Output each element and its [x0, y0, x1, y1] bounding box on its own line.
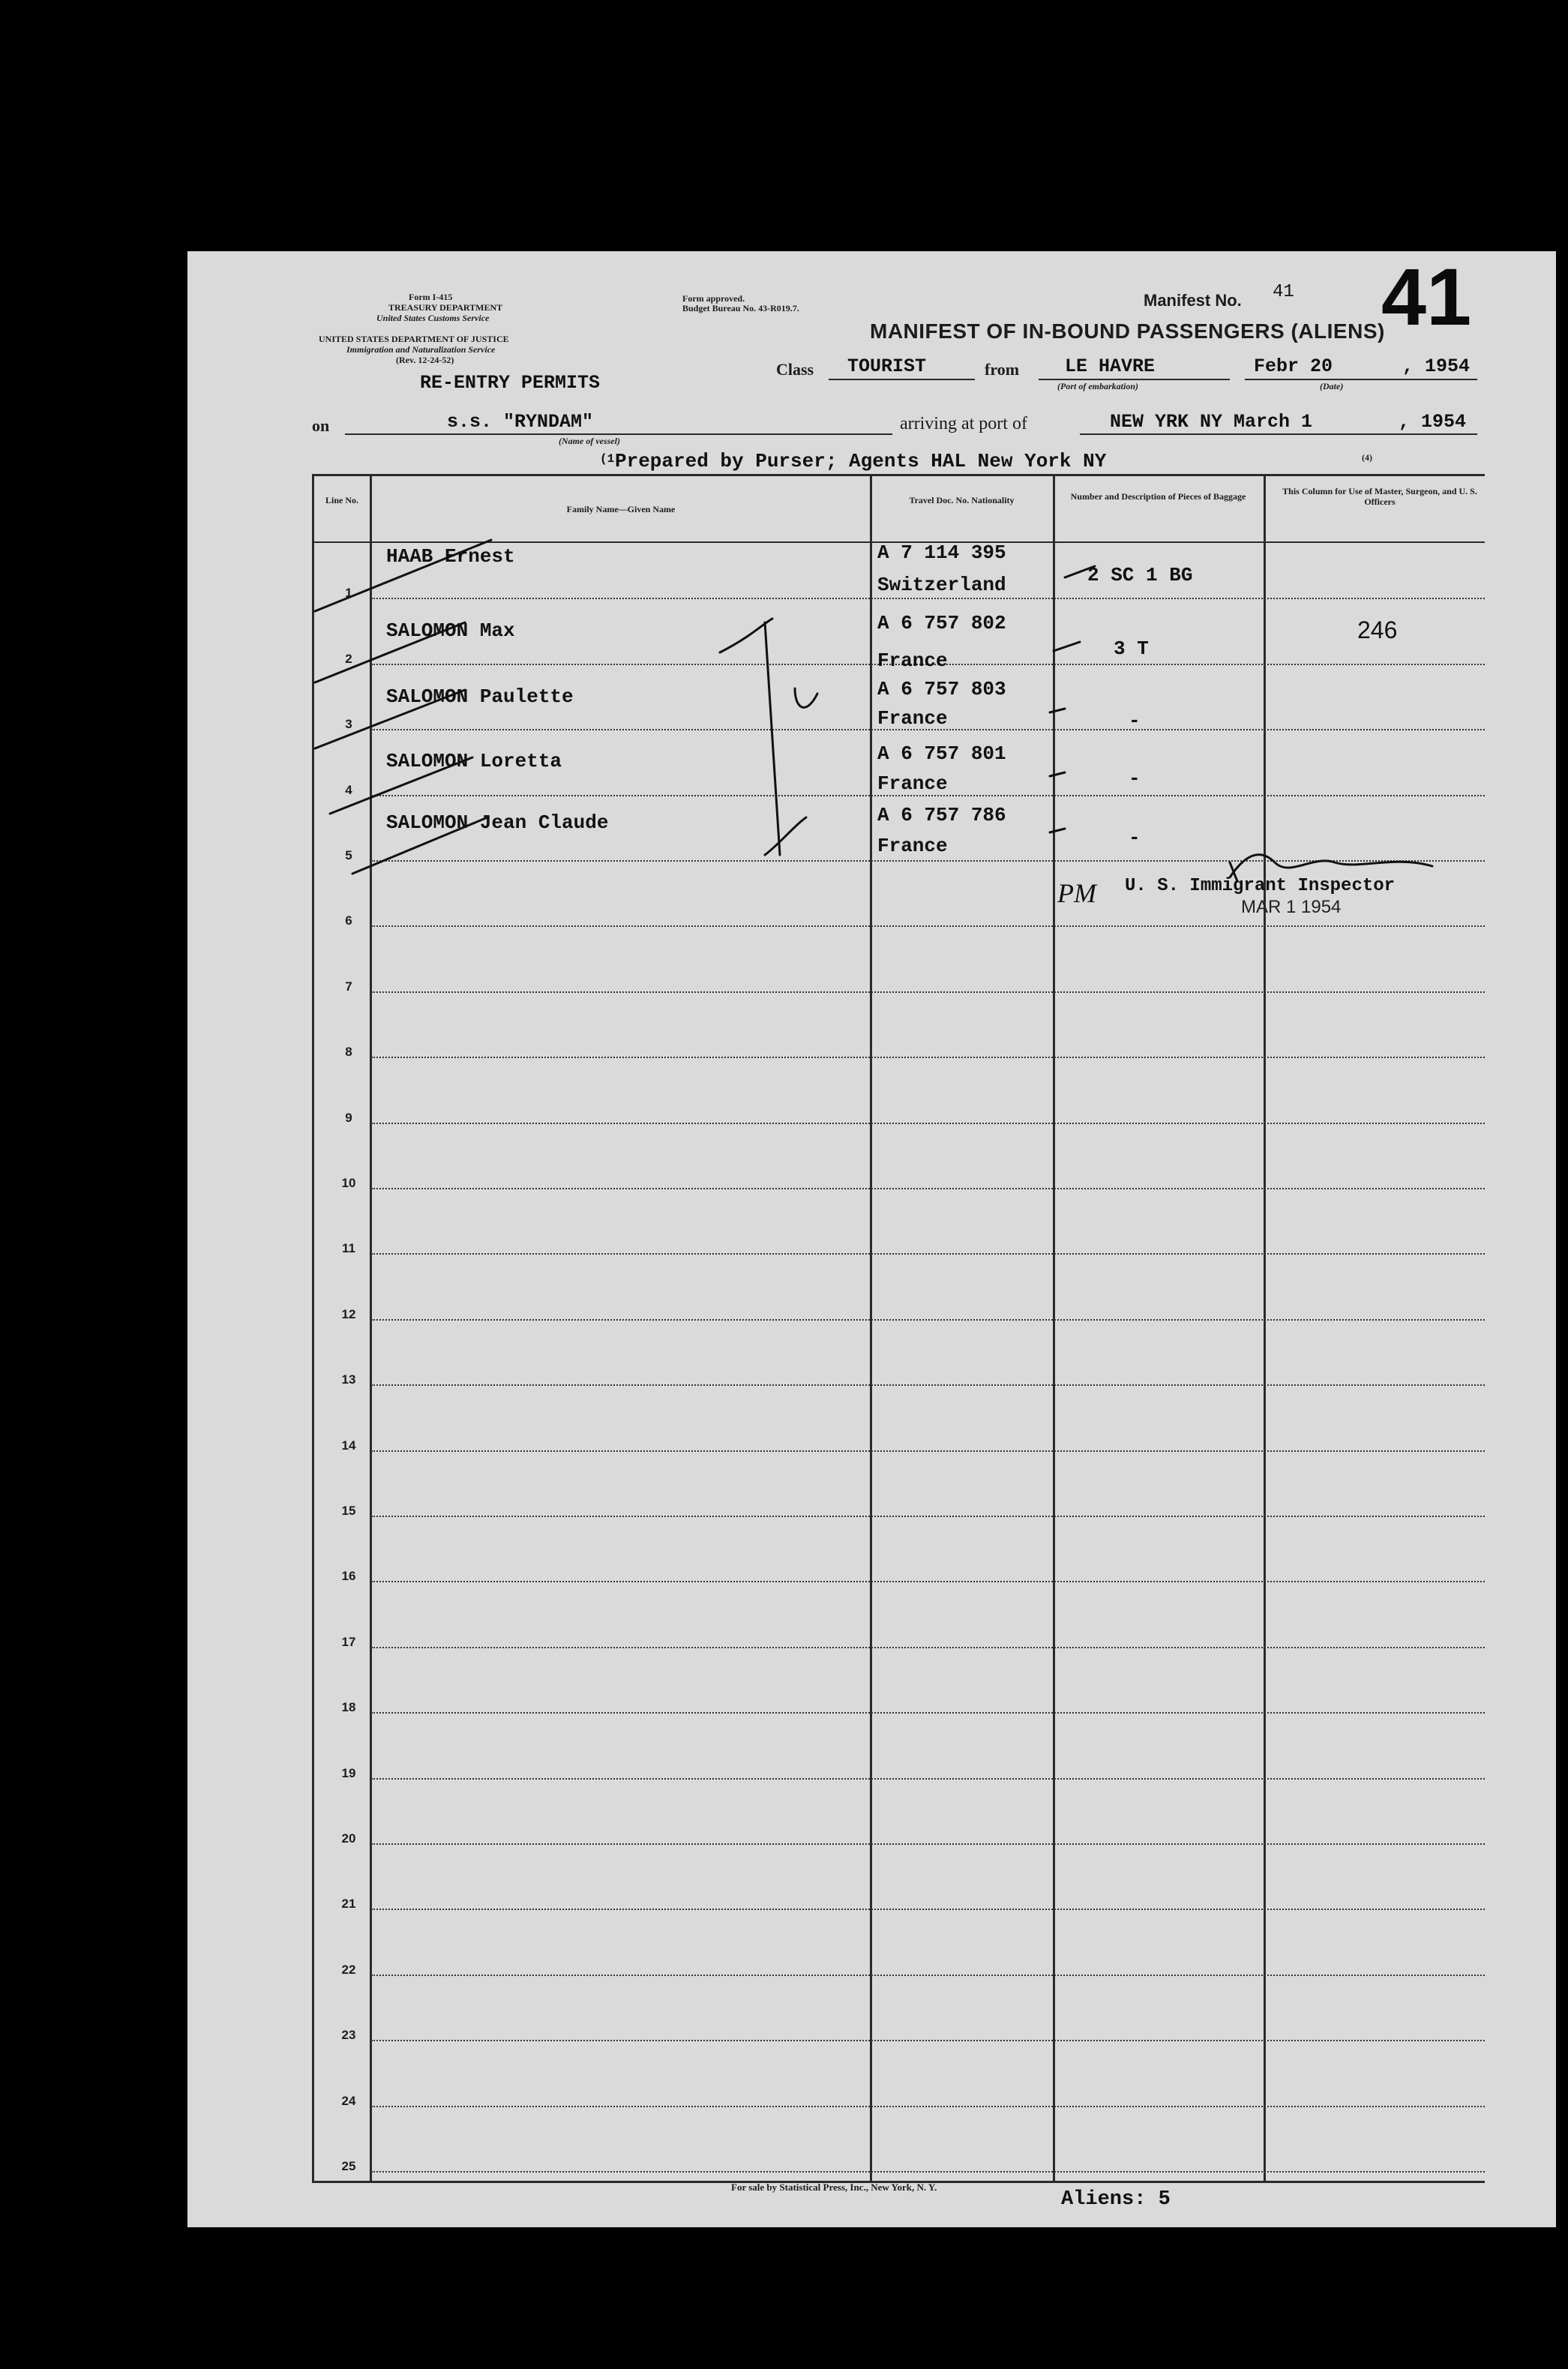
- inspection-date-stamp: MAR 1 1954: [1241, 897, 1342, 917]
- row1-nationality: Switzerland: [877, 574, 1006, 596]
- line-number: 22: [341, 1963, 356, 1977]
- prepared-by: Prepared by Purser; Agents HAL New York NY: [615, 450, 1107, 472]
- bracket-mark: [765, 622, 780, 855]
- line-number: 24: [341, 2094, 356, 2108]
- row1-name: HAAB Ernest: [386, 545, 515, 568]
- line-number: 13: [341, 1372, 356, 1387]
- date-caption: (Date): [1320, 381, 1344, 391]
- row2-name: SALOMON Max: [386, 619, 515, 642]
- row3-nationality: France: [877, 707, 948, 730]
- row4-nationality: France: [877, 772, 948, 795]
- form-approved: Form approved.: [682, 293, 745, 304]
- row4-name: SALOMON Loretta: [386, 750, 562, 772]
- row2-baggage: 3 T: [1114, 637, 1149, 660]
- on-label: on: [312, 416, 330, 435]
- col-header-name: Family Name—Given Name: [566, 504, 676, 514]
- line-number: 6: [345, 913, 352, 928]
- check-mark-row5: [352, 817, 487, 874]
- line-number: 23: [341, 2028, 356, 2042]
- manifest-label: Manifest No.: [1144, 291, 1242, 310]
- prepared-marker: (1: [600, 452, 615, 466]
- reentry-permits: RE-ENTRY PERMITS: [420, 372, 601, 394]
- line-number: 8: [345, 1045, 352, 1059]
- row5-doc: A 6 757 786: [877, 804, 1006, 826]
- line-number: 14: [341, 1438, 356, 1453]
- line-number: 16: [341, 1569, 356, 1583]
- line-number: 12: [341, 1307, 356, 1321]
- class-label: Class: [776, 360, 814, 379]
- check-mark-row4: [330, 757, 472, 814]
- customs-service: United States Customs Service: [376, 313, 490, 323]
- row2-nationality: France: [877, 649, 948, 672]
- line-number: 17: [341, 1635, 356, 1649]
- line-number: 4: [345, 783, 352, 797]
- department-treasury: TREASURY DEPARTMENT: [388, 302, 503, 313]
- line-number: 20: [341, 1831, 356, 1846]
- aliens-total: Aliens: 5: [1061, 2188, 1171, 2211]
- line-number: 18: [341, 1700, 356, 1714]
- form-number: Form I-415: [409, 292, 453, 302]
- line-number: 11: [342, 1241, 355, 1255]
- manifest-title: MANIFEST OF IN-BOUND PASSENGERS (ALIENS): [870, 319, 1385, 343]
- line-number: 25: [341, 2159, 356, 2173]
- printer-footer: For sale by Statistical Press, Inc., New York, N. Y.: [731, 2182, 937, 2193]
- departure-year: , 1954: [1402, 355, 1471, 377]
- port-embark-caption: (Port of embarkation): [1057, 381, 1138, 391]
- line-number: 9: [345, 1111, 352, 1125]
- line-number: 5: [345, 848, 352, 862]
- check-mark-row2: [315, 622, 465, 682]
- row2-doc: A 6 757 802: [877, 612, 1006, 634]
- vessel-name: s.s. "RYNDAM": [447, 411, 594, 433]
- row5-baggage: -: [1129, 826, 1141, 849]
- vessel-caption: (Name of vessel): [559, 436, 620, 446]
- row4-doc: A 6 757 801: [877, 742, 1006, 765]
- departure-date: Febr 20: [1254, 355, 1333, 377]
- inspector-signature: [1230, 855, 1432, 877]
- class-value: TOURIST: [847, 355, 927, 377]
- check-mark-row1: [315, 540, 491, 611]
- line-number: 7: [345, 979, 352, 994]
- from-label: from: [985, 360, 1020, 379]
- from-value: LE HAVRE: [1065, 355, 1156, 377]
- line-number: 15: [341, 1504, 356, 1518]
- arrival-port-date: NEW YRK NY March 1: [1110, 411, 1313, 433]
- row4-baggage: -: [1129, 767, 1141, 790]
- arrival-year: , 1954: [1399, 411, 1467, 433]
- line-number: 21: [341, 1897, 356, 1911]
- prepared-note: (4): [1362, 452, 1372, 463]
- ins-service: Immigration and Naturalization Service: [346, 344, 496, 355]
- line-number: 19: [341, 1766, 356, 1780]
- row5-name: SALOMON Jean Claude: [386, 811, 609, 834]
- revision: (Rev. 12-24-52): [396, 355, 454, 365]
- manifest-number-stamp: 41: [1381, 251, 1472, 342]
- line-number: 1: [345, 586, 352, 600]
- budget-bureau: Budget Bureau No. 43-R019.7.: [682, 303, 799, 313]
- col-header-officers: This Column for Use of Master, Surgeon, and U. S. Officers: [1282, 486, 1477, 507]
- row3-baggage: -: [1129, 709, 1141, 732]
- arriving-label: arriving at port of: [900, 414, 1027, 433]
- check-mark-row3: [315, 690, 465, 748]
- department-justice: UNITED STATES DEPARTMENT OF JUSTICE: [319, 334, 509, 344]
- row2-officer: 246: [1357, 616, 1398, 643]
- inspector-stamp: U. S. Immigrant Inspector: [1125, 876, 1396, 896]
- row3-name: SALOMON Paulette: [386, 685, 574, 708]
- handwritten-initials: PM: [1057, 878, 1096, 908]
- line-number: 2: [345, 652, 352, 666]
- row1-baggage: 2 SC 1 BG: [1087, 564, 1193, 586]
- line-number: 10: [341, 1176, 356, 1190]
- line-number: 3: [345, 717, 352, 731]
- manifest-number-typed: 41: [1273, 282, 1294, 302]
- col-header-baggage: Number and Description of Pieces of Baggage: [1070, 491, 1246, 502]
- row5-nationality: France: [877, 835, 948, 857]
- col-header-line: Line No.: [325, 495, 358, 505]
- col-header-travel: Travel Doc. No. Nationality: [909, 495, 1015, 505]
- row3-doc: A 6 757 803: [877, 678, 1006, 700]
- row1-doc: A 7 114 395: [877, 541, 1006, 564]
